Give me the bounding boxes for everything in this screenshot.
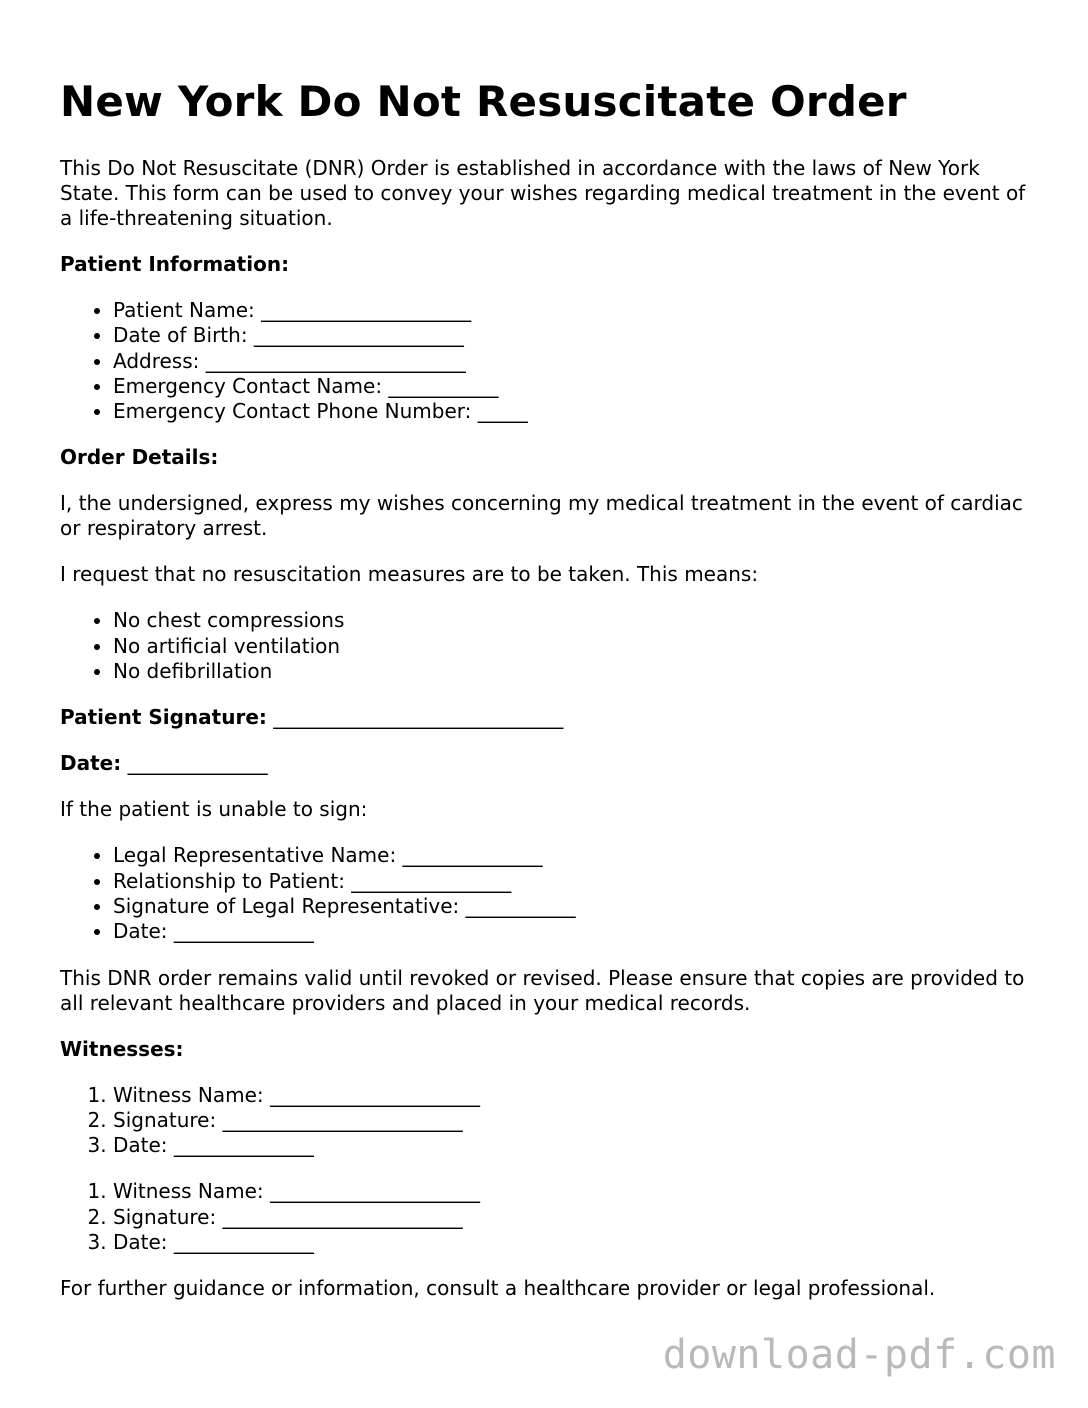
- footer-note: For further guidance or information, consult a healthcare provider or legal professional.: [60, 1276, 936, 1301]
- list-item: • Patient Name: _____________________: [113, 298, 1030, 323]
- patient-signature-label: Patient Signature:: [60, 705, 267, 730]
- list-item: • Date: ______________: [113, 919, 1030, 944]
- list-item: • Date of Birth: _____________________: [113, 323, 1030, 348]
- list-item: 3. Date: ______________: [113, 1133, 1030, 1158]
- validity-note: This DNR order remains valid until revoked or revised. Please ensure that copies are provided to all relevant healthcare providers and placed in your medical records.: [60, 965, 1025, 1015]
- witnesses-heading: Witnesses:: [60, 1036, 184, 1061]
- list-item: 1. Witness Name: _____________________: [113, 1083, 1030, 1108]
- list-item: • Address: __________________________: [113, 349, 1030, 374]
- resuscitation-request-paragraph: I request that no resuscitation measures are to be taken. This means:: [60, 562, 759, 587]
- watermark: download-pdf.com: [662, 1332, 1056, 1378]
- list-item: • No defibrillation: [113, 659, 1030, 684]
- list-item: • Legal Representative Name: ______________: [113, 843, 1030, 868]
- date-line: [60, 751, 1030, 776]
- list-item: 2. Signature: ________________________: [113, 1108, 1030, 1133]
- unable-to-sign-intro: If the patient is unable to sign:: [60, 797, 368, 822]
- witness-1-list: [60, 1083, 1030, 1159]
- intro-paragraph: This Do Not Resuscitate (DNR) Order is established in accordance with the laws of New York State. This form can be used to convey your wishes regarding medical treatment in the event of a life-threatening situation.: [60, 156, 1026, 230]
- list-item: • No artificial ventilation: [113, 634, 1030, 659]
- date-label: Date:: [60, 751, 122, 776]
- patient-signature-line: [60, 705, 1030, 730]
- patient-info-list: [60, 298, 1030, 424]
- order-details-paragraph: I, the undersigned, express my wishes concerning my medical treatment in the event of cardiac or respiratory arrest.: [60, 491, 1023, 541]
- list-item: • Emergency Contact Name: ___________: [113, 374, 1030, 399]
- document-title: New York Do Not Resuscitate Order: [60, 77, 907, 126]
- patient-signature-blank: _____________________________: [273, 705, 564, 730]
- date-blank: ______________: [127, 751, 268, 776]
- patient-info-heading: Patient Information:: [60, 252, 290, 276]
- order-details-heading: Order Details:: [60, 445, 219, 470]
- witness-2-list: [60, 1179, 1030, 1255]
- list-item: 2. Signature: ________________________: [113, 1205, 1030, 1230]
- list-item: 3. Date: ______________: [113, 1230, 1030, 1255]
- measures-list: [60, 608, 1030, 684]
- list-item: 1. Witness Name: _____________________: [113, 1179, 1030, 1204]
- list-item: • No chest compressions: [113, 608, 1030, 633]
- list-item: • Relationship to Patient: ________________: [113, 869, 1030, 894]
- list-item: • Emergency Contact Phone Number: _____: [113, 399, 1030, 424]
- list-item: • Signature of Legal Representative: ___________: [113, 894, 1030, 919]
- document-page: [60, 74, 1030, 1322]
- legal-representative-list: [60, 843, 1030, 944]
